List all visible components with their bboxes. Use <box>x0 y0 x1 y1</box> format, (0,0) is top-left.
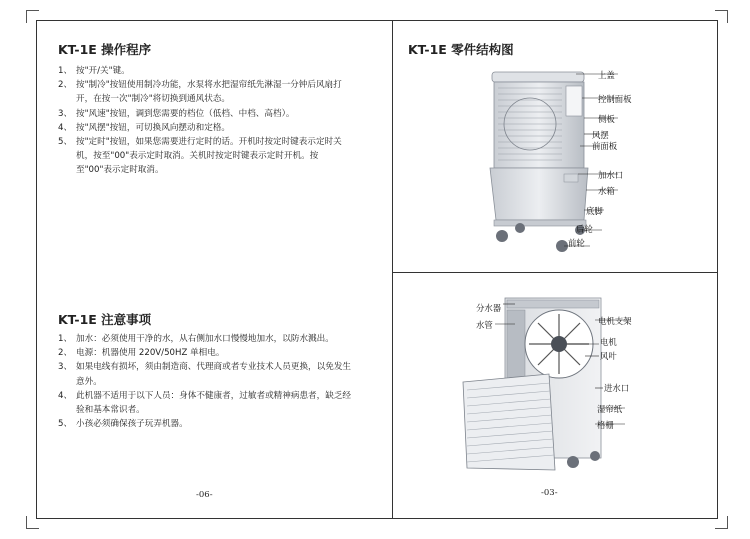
label-water-tank: 水箱 <box>598 186 615 196</box>
control-panel-shape <box>566 86 582 116</box>
parts-title: KT-1E 零件结构图 <box>408 42 514 57</box>
list-item: 2、 电源：机器使用 220V/50HZ 单相电。 <box>58 348 225 359</box>
label-top-cover: 上盖 <box>598 70 615 80</box>
label-motor: 电机 <box>600 337 617 347</box>
operation-list <box>58 64 352 178</box>
wheel-shape <box>515 223 525 233</box>
label-front-panel: 前面板 <box>592 141 618 151</box>
motor-shape <box>551 336 567 352</box>
crop-mark <box>715 10 728 23</box>
base-shape <box>494 220 586 226</box>
grille-shape <box>463 374 555 470</box>
list-item: 4、 此机器不适用于以下人员：身体不健康者，过敏者或精神病患者，缺乏经验和基本常识者。 <box>58 390 352 416</box>
label-side-panel: 侧板 <box>598 114 615 124</box>
page-number-right: -03- <box>541 488 558 498</box>
wheel-shape <box>590 451 600 461</box>
label-front-wheel: 前轮 <box>568 238 585 248</box>
list-item: 1、 按"开/关"键。 <box>58 66 130 76</box>
label-water-inlet: 加水口 <box>598 170 624 180</box>
water-inlet-shape <box>564 174 578 182</box>
list-item: 5、 按"定时"按钮，如果您需要进行定时的话。开机时按定时键表示定时关机，按至"00"表示定时取消。关机时按定时键表示定时开机。按至"00"表示定时取消。 <box>58 137 342 176</box>
list-item: 5、 小孩必须确保孩子玩弄机器。 <box>58 419 188 430</box>
label-louver: 风摆 <box>592 130 609 140</box>
list-item: 3、 如果电线有损坏，须由制造商、代理商或者专业技术人员更换，以免发生意外。 <box>58 362 352 387</box>
notes-title: KT-1E 注意事项 <box>58 312 152 327</box>
label-grille: 格栅 <box>597 420 614 430</box>
crop-mark <box>715 516 728 529</box>
water-distributor-shape <box>507 300 599 308</box>
figure-divider <box>392 272 718 273</box>
label-base: 底脚 <box>586 206 603 216</box>
list-item: 3、 按"风速"按钮，调到您需要的档位（低档、中档、高档）。 <box>58 108 295 119</box>
crop-mark <box>26 10 39 23</box>
notes-list <box>58 332 352 431</box>
wheel-shape <box>567 456 579 468</box>
label-water-distributor: 分水器 <box>476 303 502 313</box>
label-control-panel: 控制面板 <box>598 94 632 104</box>
label-fan-blade: 风叶 <box>600 351 617 361</box>
label-rear-wheel: 后轮 <box>576 224 593 234</box>
top-cover-shape <box>492 72 584 82</box>
page-number-left: -06- <box>196 490 213 500</box>
list-item: 2、 按"制冷"按钮使用制冷功能，水泵将水把湿帘纸先淋湿一分钟后风扇打开，在按一次"制冷"将切换到通风状态。 <box>58 80 342 105</box>
page-divider <box>392 20 393 519</box>
operation-title: KT-1E 操作程序 <box>58 42 152 57</box>
wheel-shape <box>496 230 508 242</box>
label-wet-curtain: 湿帘纸 <box>597 404 623 414</box>
label-water-inlet-bottom: 进水口 <box>604 383 630 393</box>
list-item: 1、 加水：必须使用干净的水，从右侧加水口慢慢地加水，以防水溅出。 <box>58 334 334 344</box>
label-water-pipe: 水管 <box>476 320 493 330</box>
list-item: 4、 按"风摆"按钮，可切换风向摆动和定格。 <box>58 122 231 133</box>
crop-mark <box>26 516 39 529</box>
label-motor-bracket: 电机支架 <box>598 316 632 326</box>
